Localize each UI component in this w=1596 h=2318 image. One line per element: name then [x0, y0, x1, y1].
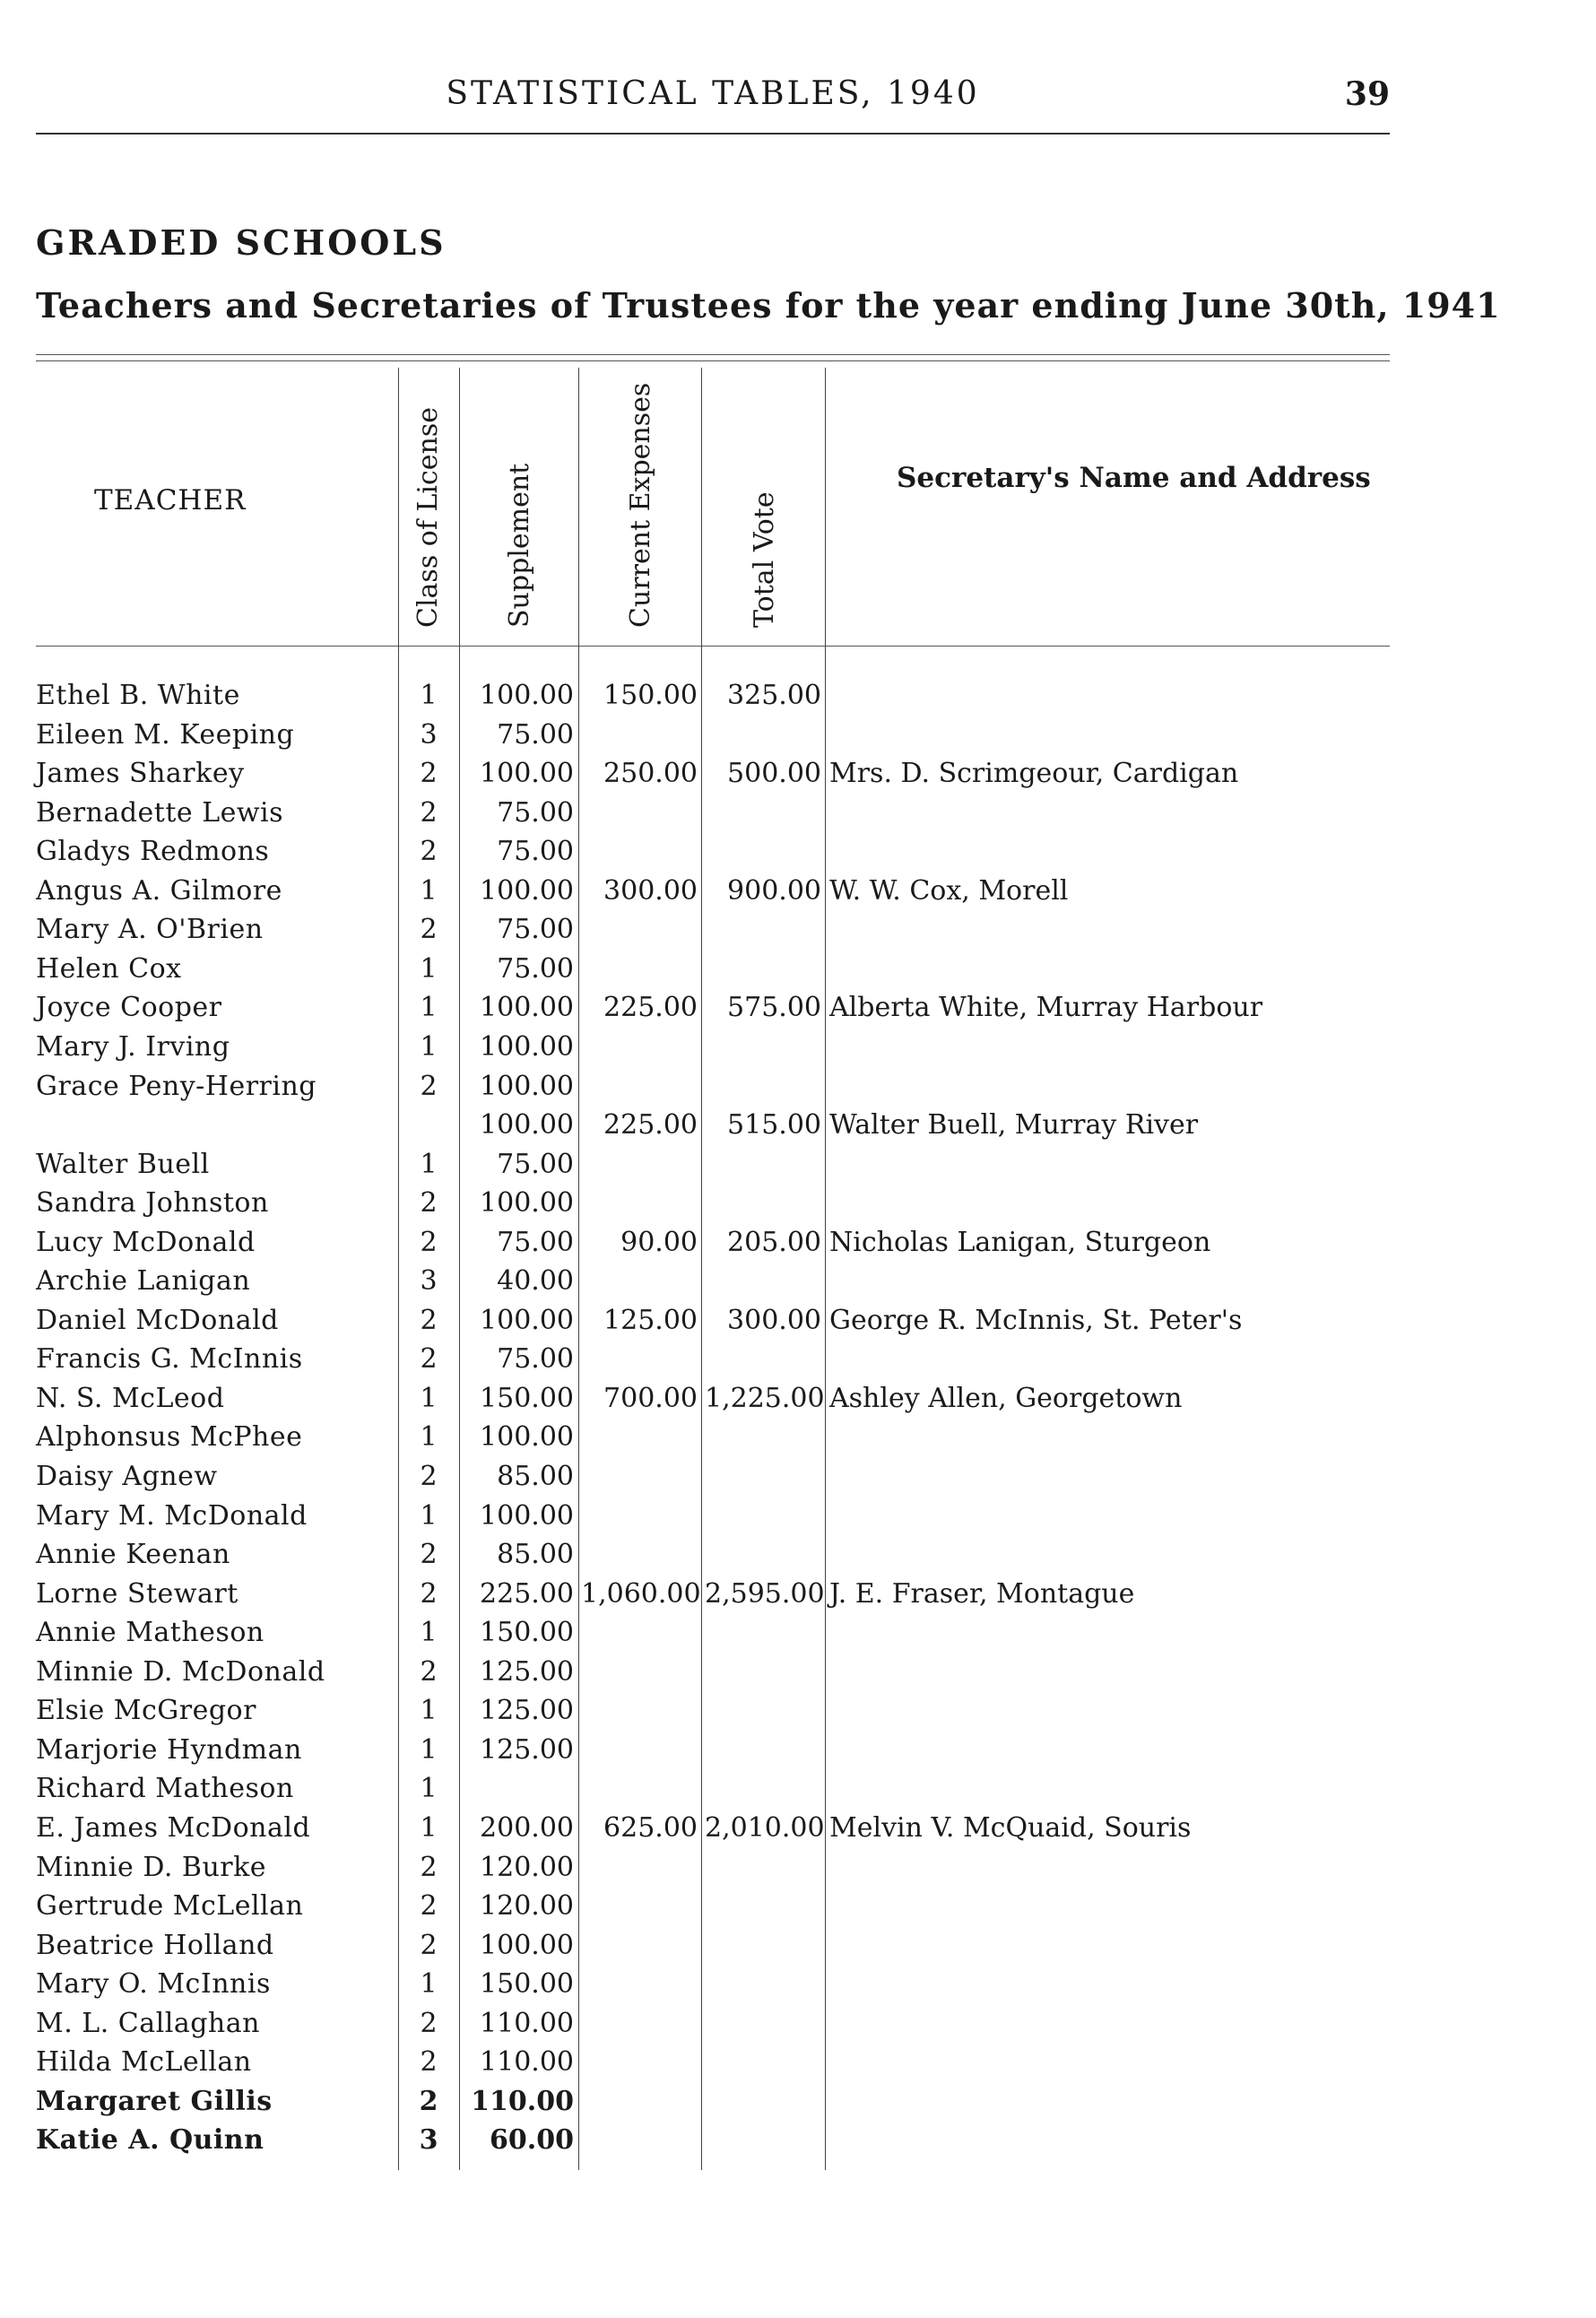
teacher-name: Grace Peny-Herring: [36, 1071, 324, 1102]
teacher-name: E. James McDonald: [36, 1812, 317, 1844]
license-class: 1: [420, 992, 438, 1024]
license-class: 2: [420, 1890, 438, 1923]
table-row: [0, 953, 1596, 992]
license-class: 3: [420, 718, 438, 751]
secretary-name: W. W. Cox, Morell: [829, 874, 1069, 907]
total-vote-value: 205.00: [727, 1226, 821, 1258]
supplement-value: 100.00: [480, 1030, 574, 1063]
supplement-value: 60.00: [490, 2124, 574, 2157]
table-row: [0, 1734, 1596, 1773]
supplement-value: 100.00: [480, 1499, 574, 1532]
table-row: [0, 680, 1596, 718]
table-row: [0, 914, 1596, 952]
table-row: [0, 719, 1596, 758]
license-class: 2: [420, 1304, 438, 1336]
table-row: [0, 2008, 1596, 2046]
license-class: 2: [420, 796, 438, 829]
supplement-value: 200.00: [480, 1811, 574, 1844]
table-row: [0, 2046, 1596, 2085]
table-row: [0, 1421, 1596, 1460]
secretary-name: J. E. Fraser, Montague: [829, 1577, 1135, 1610]
supplement-value: 75.00: [497, 1343, 574, 1376]
current-expenses-value: 250.00: [603, 758, 698, 790]
teacher-name: Gladys Redmons: [36, 836, 276, 867]
supplement-value: 125.00: [480, 1655, 574, 1688]
table-row: [0, 1656, 1596, 1695]
teacher-name: Annie Matheson: [36, 1617, 272, 1648]
license-class: 2: [420, 1461, 438, 1492]
teacher-name: Beatrice Holland: [36, 1930, 282, 1961]
secretary-name: Alberta White, Murray Harbour: [829, 992, 1263, 1024]
license-class: 2: [420, 1539, 438, 1571]
license-class: 2: [420, 1655, 438, 1688]
teacher-name: Elsie McGregor: [36, 1695, 264, 1726]
teacher-name: James Sharkey: [36, 758, 252, 789]
column-header-license: Class of License: [412, 406, 444, 628]
table-row: [0, 1343, 1596, 1382]
teacher-name: Sandra Johnston: [36, 1187, 276, 1219]
license-class: 2: [420, 1577, 438, 1610]
table-row: [0, 1109, 1596, 1148]
teacher-name: Joyce Cooper: [36, 992, 230, 1023]
table-row: [0, 1187, 1596, 1226]
teacher-name: Annie Keenan: [36, 1539, 238, 1570]
teacher-name: Mary A. O'Brien: [36, 914, 271, 945]
total-vote-value: 900.00: [727, 874, 821, 907]
teacher-name: Mary M. McDonald: [36, 1500, 315, 1532]
teacher-name: Mary J. Irving: [36, 1031, 237, 1063]
license-class: 1: [420, 1695, 438, 1727]
table-row: [0, 1578, 1596, 1617]
teacher-name: Marjorie Hyndman: [36, 1734, 309, 1766]
table-row: [0, 1031, 1596, 1070]
header-bottom-rule: [36, 646, 1390, 647]
license-class: 2: [420, 836, 438, 868]
running-title: STATISTICAL TABLES, 1940: [446, 75, 980, 112]
teacher-name: Gertrude McLellan: [36, 1890, 310, 1922]
supplement-value: 110.00: [480, 2007, 574, 2039]
teacher-name: Daniel McDonald: [36, 1305, 286, 1336]
supplement-value: 100.00: [480, 1929, 574, 1961]
license-class: 2: [420, 1851, 438, 1883]
license-class: 2: [420, 758, 438, 790]
license-class: 1: [420, 952, 438, 985]
supplement-value: 150.00: [480, 1617, 574, 1649]
teacher-name: Daisy Agnew: [36, 1461, 225, 1492]
table-row: [0, 1500, 1596, 1539]
supplement-value: 225.00: [480, 1577, 574, 1610]
license-class: 2: [420, 2007, 438, 2039]
supplement-value: 120.00: [480, 1851, 574, 1883]
license-class: 2: [420, 1226, 438, 1258]
supplement-value: 110.00: [480, 2046, 574, 2079]
supplement-value: 75.00: [497, 1226, 574, 1258]
total-vote-value: 500.00: [727, 758, 821, 790]
supplement-value: 100.00: [480, 680, 574, 711]
license-class: 2: [420, 1929, 438, 1961]
table-row: [0, 758, 1596, 796]
license-class: 2: [420, 914, 438, 946]
supplement-value: 40.00: [497, 1265, 574, 1298]
supplement-value: 100.00: [480, 1421, 574, 1454]
license-class: 2: [420, 1070, 438, 1102]
teacher-name: Minnie D. Burke: [36, 1852, 273, 1883]
supplement-value: 75.00: [497, 952, 574, 985]
teacher-name: N. S. McLeod: [36, 1383, 231, 1414]
license-class: 2: [420, 2046, 438, 2079]
table-row: [0, 1227, 1596, 1265]
license-class: 1: [420, 1811, 438, 1844]
table-row: [0, 1265, 1596, 1304]
license-class: 2: [419, 2085, 438, 2117]
total-vote-value: 1,225.00: [705, 1382, 825, 1414]
current-expenses-value: 225.00: [603, 992, 698, 1024]
secretary-name: Nicholas Lanigan, Sturgeon: [829, 1226, 1211, 1258]
teacher-name: Ethel B. White: [36, 680, 247, 711]
supplement-value: 100.00: [480, 1304, 574, 1336]
secretary-name: George R. McInnis, St. Peter's: [829, 1304, 1243, 1336]
supplement-value: 125.00: [480, 1695, 574, 1727]
secretary-name: Mrs. D. Scrimgeour, Cardigan: [829, 758, 1239, 790]
table-row: [0, 1149, 1596, 1187]
license-class: 2: [420, 1343, 438, 1376]
table-row: [0, 1930, 1596, 1968]
table-row: [0, 992, 1596, 1030]
running-head: [36, 75, 1390, 120]
current-expenses-value: 125.00: [603, 1304, 698, 1336]
license-class: 1: [420, 1499, 438, 1532]
supplement-value: 125.00: [480, 1733, 574, 1766]
secretary-name: Ashley Allen, Georgetown: [829, 1382, 1183, 1414]
section-title: GRADED SCHOOLS: [36, 222, 447, 263]
license-class: 2: [420, 1187, 438, 1220]
table-top-rule-2: [36, 360, 1390, 361]
table-row: [0, 1852, 1596, 1890]
secretary-name: Walter Buell, Murray River: [829, 1109, 1199, 1142]
teacher-name: Archie Lanigan: [36, 1265, 257, 1297]
secretary-name: Melvin V. McQuaid, Souris: [829, 1811, 1192, 1844]
table-row: [0, 1071, 1596, 1109]
supplement-value: 85.00: [497, 1539, 574, 1571]
teacher-name: Hilda McLellan: [36, 2046, 259, 2078]
column-header-supplement: Supplement: [504, 463, 535, 628]
current-expenses-value: 625.00: [603, 1811, 698, 1844]
teacher-name: Angus A. Gilmore: [36, 875, 290, 907]
total-vote-value: 325.00: [727, 680, 821, 711]
table-row: [0, 1617, 1596, 1655]
table-row: [0, 1968, 1596, 2007]
total-vote-value: 515.00: [727, 1109, 821, 1142]
teacher-name: Helen Cox: [36, 953, 189, 985]
supplement-value: 75.00: [497, 914, 574, 946]
teacher-name: Bernadette Lewis: [36, 797, 291, 829]
supplement-value: 100.00: [480, 992, 574, 1024]
page-number: 39: [1344, 75, 1390, 113]
supplement-value: 75.00: [497, 796, 574, 829]
table-top-rule: [36, 354, 1390, 355]
supplement-value: 75.00: [497, 718, 574, 751]
supplement-value: 100.00: [480, 874, 574, 907]
license-class: 1: [420, 1382, 438, 1414]
section-subtitle: Teachers and Secretaries of Trustees for the year ending June 30th, 1941: [36, 285, 1501, 326]
table-row: [0, 1383, 1596, 1421]
supplement-value: 75.00: [497, 836, 574, 868]
license-class: 1: [420, 1421, 438, 1454]
table-row: [0, 1539, 1596, 1577]
table-row: [0, 2124, 1596, 2163]
column-header-total-vote: Total Vote: [749, 491, 780, 628]
table-row: [0, 1695, 1596, 1733]
teacher-name: Minnie D. McDonald: [36, 1656, 333, 1688]
license-class: 3: [419, 2124, 438, 2157]
supplement-value: 100.00: [480, 758, 574, 790]
teacher-name: Lucy McDonald: [36, 1227, 263, 1258]
table-row: [0, 1773, 1596, 1811]
current-expenses-value: 700.00: [603, 1382, 698, 1414]
license-class: 1: [420, 680, 438, 711]
table-row: [0, 1305, 1596, 1343]
header-rule: [36, 133, 1390, 135]
table-row: [0, 2086, 1596, 2124]
license-class: 1: [420, 1773, 438, 1805]
column-header-current-expenses: Current Expenses: [625, 382, 656, 628]
supplement-value: 150.00: [480, 1968, 574, 2001]
total-vote-value: 2,595.00: [705, 1577, 825, 1610]
supplement-value: 100.00: [480, 1070, 574, 1102]
teacher-name: Mary O. McInnis: [36, 1968, 278, 2000]
teacher-name: Francis G. McInnis: [36, 1343, 310, 1375]
table-row: [0, 836, 1596, 874]
total-vote-value: 2,010.00: [705, 1811, 825, 1844]
license-class: 1: [420, 1148, 438, 1180]
license-class: 3: [420, 1265, 438, 1298]
supplement-value: 85.00: [497, 1461, 574, 1492]
column-header-secretary: Secretary's Name and Address: [897, 462, 1371, 494]
current-expenses-value: 90.00: [620, 1226, 698, 1258]
teacher-name: Margaret Gillis: [36, 2086, 280, 2117]
license-class: 1: [420, 1733, 438, 1766]
license-class: 1: [420, 1030, 438, 1063]
teacher-name: M. L. Callaghan: [36, 2008, 267, 2039]
license-class: 1: [420, 874, 438, 907]
current-expenses-value: 1,060.00: [581, 1577, 701, 1610]
license-class: 1: [420, 1968, 438, 2001]
column-header-teacher: TEACHER: [94, 484, 247, 517]
teacher-name: Walter Buell: [36, 1149, 217, 1180]
table-row: [0, 1461, 1596, 1499]
supplement-value: 100.00: [480, 1109, 574, 1142]
table-row: [0, 1812, 1596, 1851]
supplement-value: 100.00: [480, 1187, 574, 1220]
supplement-value: 75.00: [497, 1148, 574, 1180]
current-expenses-value: 150.00: [603, 680, 698, 711]
supplement-value: 110.00: [471, 2085, 574, 2117]
teacher-name: Richard Matheson: [36, 1773, 301, 1804]
current-expenses-value: 300.00: [603, 874, 698, 907]
license-class: 1: [420, 1617, 438, 1649]
total-vote-value: 575.00: [727, 992, 821, 1024]
supplement-value: 150.00: [480, 1382, 574, 1414]
table-row: [0, 875, 1596, 914]
table-row: [0, 797, 1596, 836]
teacher-name: Katie A. Quinn: [36, 2124, 271, 2156]
total-vote-value: 300.00: [727, 1304, 821, 1336]
table-row: [0, 1890, 1596, 1929]
teacher-name: Eileen M. Keeping: [36, 719, 301, 751]
current-expenses-value: 225.00: [603, 1109, 698, 1142]
teacher-name: Lorne Stewart: [36, 1578, 246, 1610]
supplement-value: 120.00: [480, 1890, 574, 1923]
teacher-name: Alphonsus McPhee: [36, 1421, 309, 1453]
